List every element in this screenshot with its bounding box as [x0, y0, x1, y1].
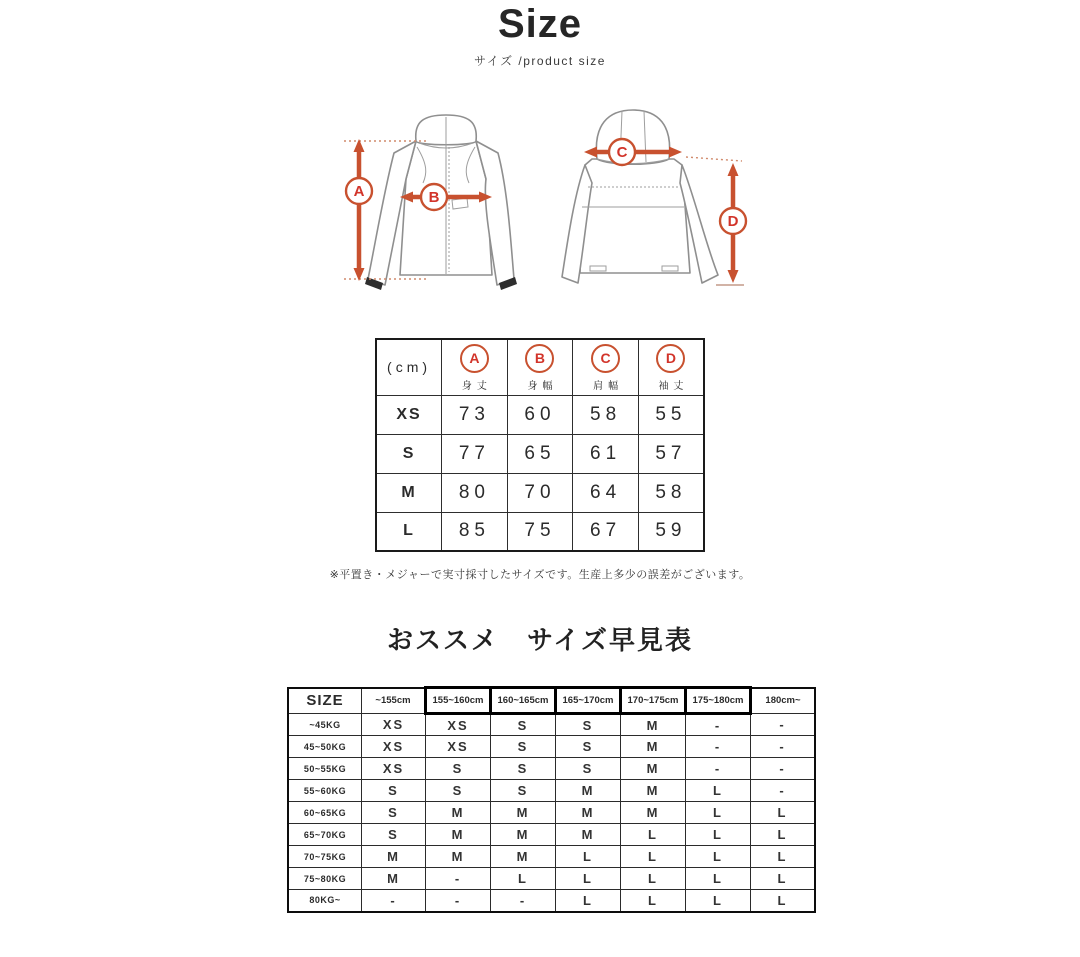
recommended-size: -	[751, 736, 816, 758]
weight-row-label: 50~55KG	[288, 758, 362, 780]
measurement-value: 58	[638, 473, 704, 512]
measurement-value: 85	[442, 512, 508, 551]
recommended-size: L	[751, 868, 816, 890]
weight-row-label: 55~60KG	[288, 780, 362, 802]
measurement-value: 75	[507, 512, 573, 551]
measurement-value: 77	[442, 434, 508, 473]
measure-b-label: B	[428, 189, 440, 206]
recommended-size: S	[491, 780, 556, 802]
measurement-value: 80	[442, 473, 508, 512]
recommended-size: M	[491, 802, 556, 824]
recommended-size: L	[556, 846, 621, 868]
recommended-size: S	[556, 714, 621, 736]
recommended-size: M	[556, 824, 621, 846]
recommended-size: M	[491, 846, 556, 868]
weight-row-label: 65~70KG	[288, 824, 362, 846]
measure-c-label: C	[616, 144, 628, 161]
measurement-value: 67	[573, 512, 639, 551]
recommended-size: -	[686, 758, 751, 780]
recommend-row	[288, 890, 815, 912]
recommended-size: XS	[362, 714, 426, 736]
recommended-size: S	[556, 736, 621, 758]
recommended-size: L	[751, 824, 816, 846]
recommended-size: L	[751, 846, 816, 868]
measure-letter-badge: A	[460, 344, 489, 373]
height-column-header: ~155cm	[362, 688, 426, 714]
size-corner-label: SIZE	[288, 688, 362, 714]
measure-d-label: D	[727, 213, 739, 230]
recommended-size: -	[686, 714, 751, 736]
recommended-size: L	[686, 780, 751, 802]
height-column-header: 160~165cm	[491, 688, 556, 714]
jacket-front-cuff-tabs	[365, 277, 517, 290]
measurement-value: 73	[442, 395, 508, 434]
recommended-size: M	[426, 802, 491, 824]
recommended-size: -	[686, 736, 751, 758]
measurement-column-header	[507, 339, 573, 395]
recommend-table-body	[288, 714, 815, 912]
recommend-row	[288, 802, 815, 824]
recommended-size: L	[621, 824, 686, 846]
page-title: Size	[497, 2, 583, 46]
recommended-size: M	[426, 824, 491, 846]
measure-name-label: 身幅	[527, 381, 558, 393]
size-table-row	[376, 512, 704, 551]
recommend-row	[288, 758, 815, 780]
recommended-size: L	[751, 890, 816, 912]
recommended-size: L	[686, 890, 751, 912]
recommend-row	[288, 736, 815, 758]
recommended-size: L	[751, 802, 816, 824]
weight-row-label: ~45KG	[288, 714, 362, 736]
measure-letter-badge: C	[591, 344, 620, 373]
recommended-size: S	[426, 780, 491, 802]
recommended-size: XS	[362, 758, 426, 780]
recommend-row	[288, 846, 815, 868]
measurement-column-header	[442, 339, 508, 395]
recommended-size: XS	[426, 714, 491, 736]
recommended-size: L	[556, 890, 621, 912]
recommended-size: XS	[426, 736, 491, 758]
measure-letter-badge: D	[656, 344, 685, 373]
measure-arrow-d	[720, 163, 746, 283]
recommended-size: M	[621, 714, 686, 736]
recommended-size: S	[491, 714, 556, 736]
weight-row-label: 80KG~	[288, 890, 362, 912]
recommended-size: S	[362, 824, 426, 846]
recommend-row	[288, 780, 815, 802]
recommended-size: L	[686, 824, 751, 846]
measurement-value: 55	[638, 395, 704, 434]
recommended-size: S	[491, 758, 556, 780]
weight-row-label: 60~65KG	[288, 802, 362, 824]
recommended-size: -	[751, 758, 816, 780]
recommended-size: M	[621, 736, 686, 758]
recommended-size: -	[426, 868, 491, 890]
size-row-label: L	[376, 512, 442, 551]
recommended-size: S	[556, 758, 621, 780]
recommended-size: M	[491, 824, 556, 846]
recommend-header-row	[288, 688, 815, 714]
height-column-header: 155~160cm	[426, 688, 491, 714]
recommended-size: S	[426, 758, 491, 780]
recommended-size: M	[621, 758, 686, 780]
recommended-size: -	[751, 714, 816, 736]
measure-name-label: 身丈	[461, 381, 492, 393]
size-table-body	[376, 395, 704, 551]
recommended-size: L	[621, 890, 686, 912]
size-row-label: M	[376, 473, 442, 512]
recommend-row	[288, 868, 815, 890]
recommend-row	[288, 824, 815, 846]
jacket-back-view	[562, 110, 718, 283]
recommended-size: L	[686, 846, 751, 868]
recommended-size: M	[621, 780, 686, 802]
recommended-size: M	[362, 846, 426, 868]
page-subtitle: サイズ /product size	[474, 54, 606, 68]
measurement-note: ※平置き・メジャーで実寸採寸したサイズです。生産上多少の誤差がございます。	[329, 569, 751, 581]
measure-letter-badge: B	[525, 344, 554, 373]
recommend-row	[288, 714, 815, 736]
recommended-size: M	[556, 780, 621, 802]
recommended-size: S	[362, 802, 426, 824]
size-row-label: XS	[376, 395, 442, 434]
measurement-value: 58	[573, 395, 639, 434]
size-row-label: S	[376, 434, 442, 473]
recommended-size: L	[686, 802, 751, 824]
measurement-value: 65	[507, 434, 573, 473]
measurement-value: 60	[507, 395, 573, 434]
measurement-value: 59	[638, 512, 704, 551]
recommended-size: S	[491, 736, 556, 758]
height-column-header: 180cm~	[751, 688, 816, 714]
recommended-size: L	[556, 868, 621, 890]
size-table-row	[376, 473, 704, 512]
measurement-column-header	[573, 339, 639, 395]
measurement-value: 61	[573, 434, 639, 473]
recommended-size: -	[426, 890, 491, 912]
size-table-row	[376, 434, 704, 473]
unit-label: (cm)	[376, 339, 442, 395]
recommended-size: L	[621, 868, 686, 890]
height-column-header: 165~170cm	[556, 688, 621, 714]
recommended-size: L	[491, 868, 556, 890]
measurement-value: 70	[507, 473, 573, 512]
size-table-row	[376, 395, 704, 434]
measurement-column-header	[638, 339, 704, 395]
recommended-size: S	[362, 780, 426, 802]
measure-a-label: A	[353, 183, 365, 200]
measurement-value: 64	[573, 473, 639, 512]
recommended-size: -	[491, 890, 556, 912]
height-column-header: 170~175cm	[621, 688, 686, 714]
weight-row-label: 75~80KG	[288, 868, 362, 890]
recommended-size: M	[362, 868, 426, 890]
size-table-header-row	[376, 339, 704, 395]
recommended-size: -	[362, 890, 426, 912]
measurement-value: 57	[638, 434, 704, 473]
recommend-section-title: おススメ サイズ早見表	[387, 625, 693, 655]
measure-name-label: 肩幅	[593, 381, 624, 393]
recommended-size: L	[686, 868, 751, 890]
recommended-size: L	[621, 846, 686, 868]
recommended-size: M	[426, 846, 491, 868]
measure-arrow-a	[346, 139, 372, 281]
recommended-size: -	[751, 780, 816, 802]
recommended-size: M	[556, 802, 621, 824]
weight-row-label: 70~75KG	[288, 846, 362, 868]
measurement-table	[375, 338, 705, 552]
garment-measurement-diagram	[330, 95, 780, 315]
height-column-header: 175~180cm	[686, 688, 751, 714]
recommended-size: M	[621, 802, 686, 824]
measure-name-label: 袖丈	[658, 381, 689, 393]
recommended-size: XS	[362, 736, 426, 758]
recommend-size-table	[287, 686, 816, 913]
weight-row-label: 45~50KG	[288, 736, 362, 758]
